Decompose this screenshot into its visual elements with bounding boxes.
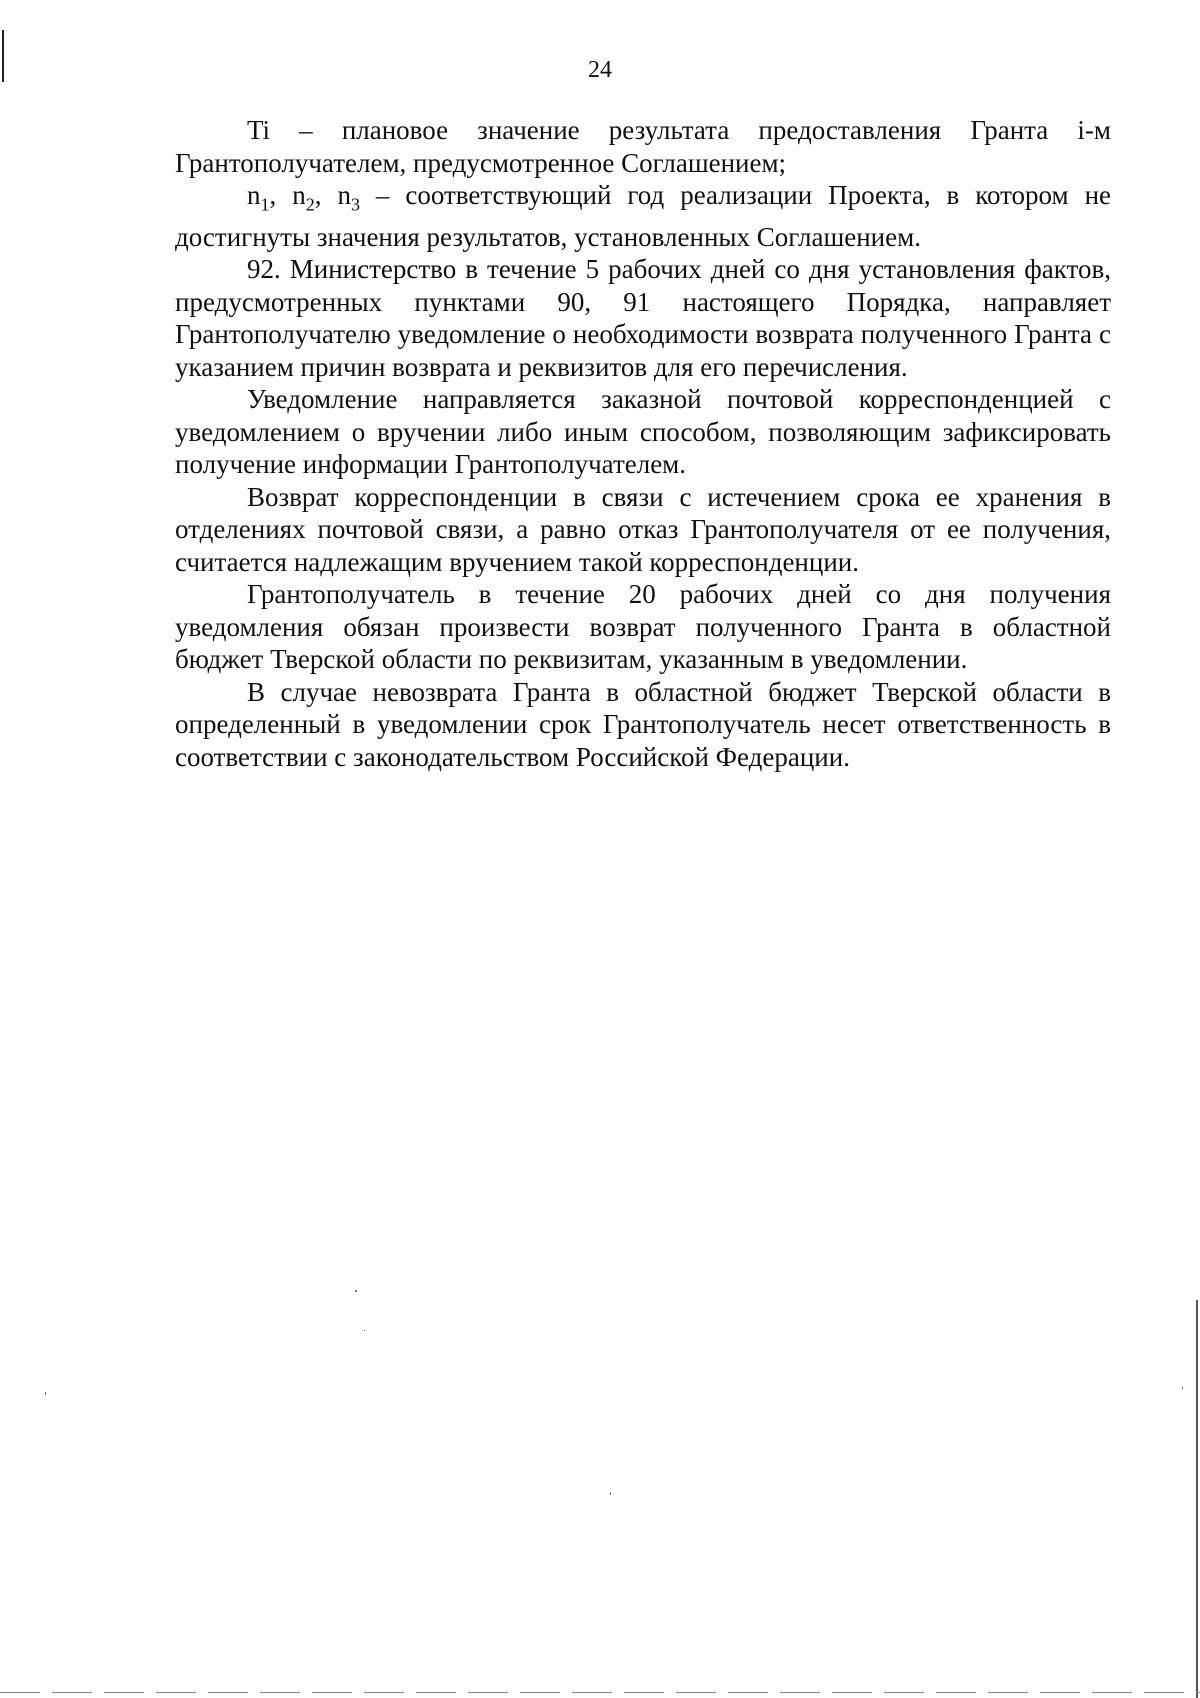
variable-n3: $n_3$ [337,180,360,215]
paragraph-ti-definition: Ti – плановое значение результата предоставления Гранта i-м Грантополучателем, предусмотренное Соглашением; [175,115,1111,178]
scan-speck [610,1492,611,1495]
n-definition-text: – соответствующий год реализации Проекта, в котором не достигнуты значения результатов, установленных Соглашением. [175,180,1112,252]
scan-edge-mark-right [1196,1300,1198,1698]
document-body [175,114,1111,773]
scan-speck [45,1392,46,1395]
variable-n2: $n_2$ [292,180,315,215]
scan-speck [1182,1387,1183,1389]
page-number: 24 [588,57,612,83]
scan-speck [364,1330,365,1331]
paragraph-liability: В случае невозврата Гранта в областной бюджет Тверской области в определенный в уведомлении срок Грантополучатель несет ответственность в соответствии с законодательством Российской Федерации. [175,676,1111,772]
variable-n1: $n_1$ [247,180,270,215]
scan-speck [355,1290,357,1292]
paragraph-grant-return-deadline: Грантополучатель в течение 20 рабочих дней со дня получения уведомления обязан произвести возврат полученного Гранта в областной бюджет Тверской области по реквизитам, указанным в уведомлении. [175,579,1111,675]
scan-bottom-edge [0,1692,1200,1693]
paragraph-n-definition: $n_1$, $n_2$, $n_3$ – соответствующий год реализации Проекта, в котором не достигнуты значения результатов, установленных Соглашением. [175,180,1112,252]
paragraph-notification-method: Уведомление направляется заказной почтовой корреспонденцией с уведомлением о вручении либо иным способом, позволяющим зафиксировать получение информации Грантополучателем. [175,384,1111,480]
paragraph-92: 92. Министерство в течение 5 рабочих дней со дня установления фактов, предусмотренных пунктами 90, 91 настоящего Порядка, направляет Грантополучателю уведомление о необходимости возврата полученного Гранта с указанием причин возврата и реквизитов для его перечисления. [175,254,1111,382]
paragraph-correspondence-return: Возврат корреспонденции в связи с истечением срока ее хранения в отделениях почтовой связи, а равно отказ Грантополучателя от ее получения, считается надлежащим вручением такой корреспонденции. [175,481,1111,577]
